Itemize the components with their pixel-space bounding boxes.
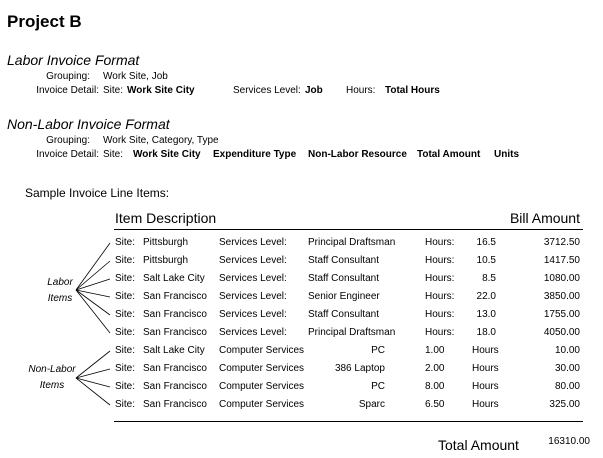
nonlabor-field: Work Site City — [133, 149, 201, 160]
column-item-description: Item Description — [115, 210, 217, 226]
row-site-label: Site: — [115, 237, 136, 248]
nonlabor-field: Units — [494, 149, 519, 160]
row-site-label: Site: — [115, 399, 136, 410]
row-site-city: Salt Lake City — [143, 273, 205, 284]
labor-items-label-line2: Items — [47, 293, 73, 304]
row-resource: Sparc — [358, 399, 385, 410]
row-job: Senior Engineer — [308, 291, 380, 302]
row-units: Hours — [472, 399, 499, 410]
row-services-label: Services Level: — [219, 327, 287, 338]
row-quantity: 6.50 — [425, 399, 445, 410]
row-quantity: 1.00 — [425, 345, 445, 356]
row-bill-amount: 10.00 — [554, 345, 580, 356]
row-site-city: Salt Lake City — [143, 345, 205, 356]
row-site-city: San Francisco — [143, 291, 207, 302]
row-job: Staff Consultant — [308, 273, 379, 284]
nonlabor-items-label-line1: Non-Labor — [28, 364, 76, 375]
total-amount-label: Total Amount — [438, 437, 519, 453]
labor-services-value: Job — [305, 85, 323, 96]
page-title: Project B — [7, 12, 82, 31]
row-site-label: Site: — [115, 309, 136, 320]
row-site-city: Pittsburgh — [143, 255, 189, 266]
nonlabor-detail-label: Invoice Detail: — [36, 149, 99, 160]
row-site-city: San Francisco — [143, 327, 207, 338]
row-services-label: Services Level: — [219, 309, 287, 320]
row-site-label: Site: — [115, 363, 136, 374]
row-bill-amount: 3850.00 — [543, 291, 580, 302]
row-site-label: Site: — [115, 273, 136, 284]
row-quantity: 8.00 — [425, 381, 445, 392]
row-hours: 8.5 — [482, 273, 496, 284]
nonlabor-items-label-line2: Items — [39, 380, 65, 391]
nonlabor-field: Non-Labor Resource — [308, 149, 407, 160]
row-site-label: Site: — [115, 327, 136, 338]
row-bill-amount: 1417.50 — [543, 255, 580, 266]
row-site-city: San Francisco — [143, 309, 207, 320]
row-expenditure-type: Computer Services — [219, 381, 305, 392]
nonlabor-format-heading: Non-Labor Invoice Format — [7, 116, 170, 132]
row-site-city: San Francisco — [143, 399, 207, 410]
row-resource: PC — [371, 381, 385, 392]
row-hours-label: Hours: — [425, 291, 455, 302]
labor-hours-label: Hours: — [346, 85, 376, 96]
column-bill-amount: Bill Amount — [509, 210, 580, 226]
row-bill-amount: 325.00 — [549, 399, 580, 410]
nonlabor-items-label — [22, 364, 82, 391]
row-job: Principal Draftsman — [308, 327, 396, 338]
row-services-label: Services Level: — [219, 237, 287, 248]
sample-heading: Sample Invoice Line Items: — [25, 186, 170, 200]
row-bill-amount: 80.00 — [554, 381, 580, 392]
row-resource: PC — [371, 345, 385, 356]
row-services-label: Services Level: — [219, 273, 287, 284]
row-bill-amount: 1080.00 — [543, 273, 580, 284]
labor-site-value: Work Site City — [127, 85, 195, 96]
row-services-label: Services Level: — [219, 291, 287, 302]
row-site-city: Pittsburgh — [143, 237, 189, 248]
nonlabor-field: Expenditure Type — [213, 149, 297, 160]
row-hours: 10.5 — [476, 255, 496, 266]
labor-items-label — [34, 277, 86, 304]
row-hours-label: Hours: — [425, 309, 455, 320]
row-services-label: Services Level: — [219, 255, 287, 266]
row-bill-amount: 3712.50 — [543, 237, 580, 248]
row-site-label: Site: — [115, 291, 136, 302]
row-bill-amount: 1755.00 — [543, 309, 580, 320]
nonlabor-grouping-value: Work Site, Category, Type — [103, 135, 219, 146]
row-site-city: San Francisco — [143, 381, 207, 392]
nonlabor-field: Total Amount — [417, 149, 481, 160]
labor-site-label: Site: — [103, 85, 124, 96]
row-hours-label: Hours: — [425, 273, 455, 284]
row-hours-label: Hours: — [425, 237, 455, 248]
total-rule — [114, 421, 583, 422]
row-bill-amount: 4050.00 — [543, 327, 580, 338]
row-hours: 13.0 — [476, 309, 496, 320]
labor-grouping-label: Grouping: — [46, 71, 90, 82]
row-quantity: 2.00 — [425, 363, 445, 374]
labor-hours-value: Total Hours — [385, 85, 440, 96]
row-hours: 18.0 — [476, 327, 496, 338]
row-resource: 386 Laptop — [334, 363, 385, 374]
row-hours-label: Hours: — [425, 327, 455, 338]
labor-detail-label: Invoice Detail: — [36, 85, 99, 96]
row-site-label: Site: — [115, 255, 136, 266]
row-job: Staff Consultant — [308, 255, 379, 266]
total-amount-value: 16310.00 — [548, 436, 590, 447]
row-units: Hours — [472, 363, 499, 374]
row-hours-label: Hours: — [425, 255, 455, 266]
row-job: Staff Consultant — [308, 309, 379, 320]
row-units: Hours — [472, 381, 499, 392]
labor-grouping-value: Work Site, Job — [103, 71, 168, 82]
row-units: Hours — [472, 345, 499, 356]
row-job: Principal Draftsman — [308, 237, 396, 248]
nonlabor-site-label: Site: — [103, 149, 124, 160]
labor-services-label: Services Level: — [233, 85, 301, 96]
nonlabor-grouping-label: Grouping: — [46, 135, 90, 146]
row-hours: 22.0 — [476, 291, 496, 302]
labor-format-heading: Labor Invoice Format — [7, 52, 140, 68]
row-site-city: San Francisco — [143, 363, 207, 374]
row-site-label: Site: — [115, 381, 136, 392]
row-expenditure-type: Computer Services — [219, 399, 305, 410]
row-bill-amount: 30.00 — [554, 363, 580, 374]
row-expenditure-type: Computer Services — [219, 363, 305, 374]
row-expenditure-type: Computer Services — [219, 345, 305, 356]
labor-items-label-line1: Labor — [47, 277, 73, 288]
row-hours: 16.5 — [476, 237, 496, 248]
row-site-label: Site: — [115, 345, 136, 356]
